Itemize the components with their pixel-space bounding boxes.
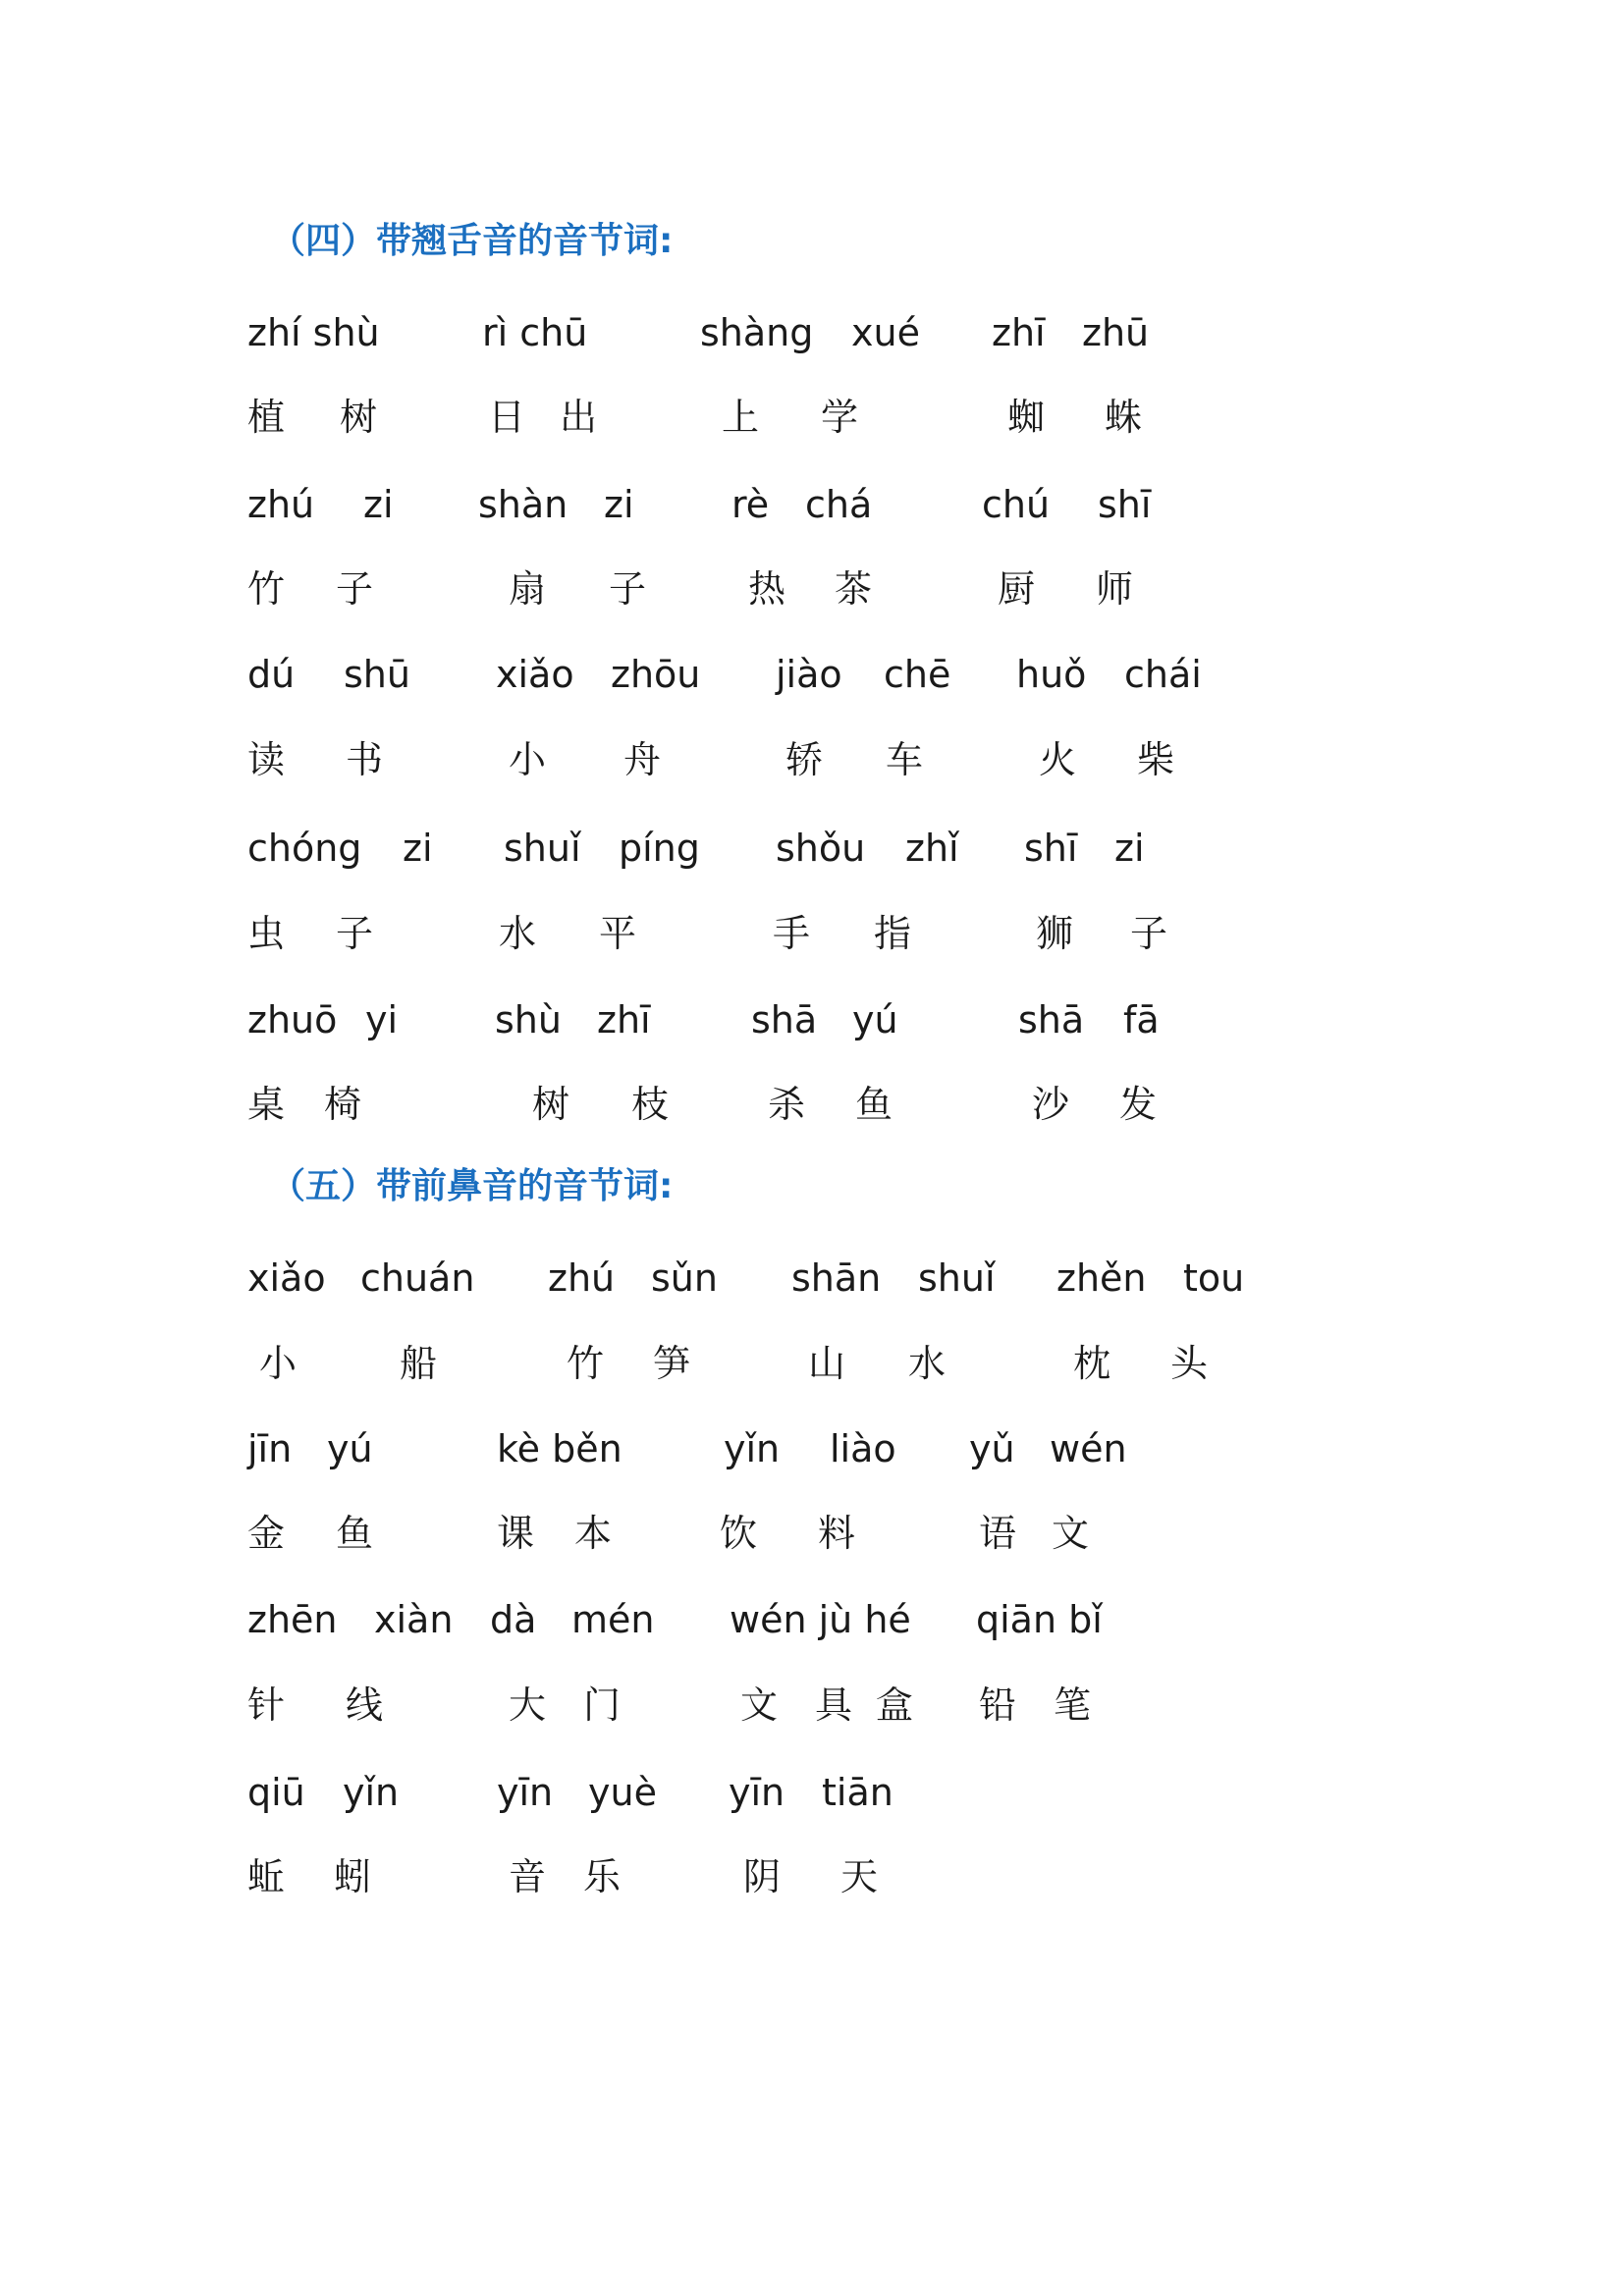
hanzi-character: 轿 — [785, 738, 824, 781]
pinyin-syllable: chóng — [247, 827, 362, 870]
pinyin-syllable: wén — [1050, 1427, 1127, 1470]
pinyin-syllable: xué — [851, 311, 920, 354]
hanzi-character: 舟 — [623, 738, 662, 781]
pinyin-syllable: chuán — [360, 1256, 475, 1300]
hanzi-character: 子 — [609, 567, 647, 611]
hanzi-character: 出 — [560, 396, 598, 439]
hanzi-character: 音 — [509, 1855, 547, 1898]
pinyin-syllable: chái — [1124, 653, 1202, 696]
hanzi-character: 读 — [247, 738, 286, 781]
pinyin-syllable: zhēn — [247, 1598, 338, 1641]
hanzi-character: 热 — [748, 567, 786, 611]
hanzi-character: 火 — [1039, 738, 1077, 781]
hanzi-character: 手 — [773, 912, 811, 955]
hanzi-character: 头 — [1170, 1342, 1209, 1385]
pinyin-syllable: huǒ — [1016, 653, 1087, 696]
pinyin-syllable: shū — [344, 653, 410, 696]
pinyin-syllable: jīn — [247, 1427, 293, 1470]
hanzi-character: 大 — [509, 1683, 547, 1727]
pinyin-syllable: chú — [982, 483, 1051, 526]
hanzi-character: 虫 — [247, 912, 286, 955]
pinyin-syllable: zhí shù — [247, 311, 380, 354]
pinyin-syllable: fā — [1123, 998, 1160, 1041]
hanzi-character: 枝 — [631, 1083, 670, 1126]
pinyin-syllable: shǒu — [776, 827, 866, 870]
pinyin-syllable: dà — [490, 1598, 537, 1641]
hanzi-character: 文 — [1052, 1512, 1090, 1555]
pinyin-syllable: zhū — [1082, 311, 1150, 354]
pinyin-syllable: zhǐ — [905, 827, 959, 870]
hanzi-character: 学 — [821, 396, 859, 439]
pinyin-syllable: shuǐ — [504, 827, 581, 870]
hanzi-character: 文 — [740, 1683, 779, 1727]
pinyin-syllable: zhī — [992, 311, 1046, 354]
hanzi-character: 扇 — [509, 567, 547, 611]
hanzi-character: 小 — [509, 738, 547, 781]
pinyin-syllable: yǔ — [969, 1427, 1015, 1470]
hanzi-character: 杀 — [768, 1083, 806, 1126]
pinyin-syllable: sǔn — [651, 1256, 718, 1300]
pinyin-syllable: zhú — [247, 483, 315, 526]
hanzi-character: 阴 — [743, 1855, 782, 1898]
hanzi-character: 料 — [818, 1512, 856, 1555]
hanzi-character: 笋 — [653, 1342, 691, 1385]
pinyin-syllable: xiàn — [374, 1598, 454, 1641]
pinyin-syllable: shān — [791, 1256, 882, 1300]
hanzi-character: 蚯 — [247, 1855, 286, 1898]
hanzi-character: 树 — [532, 1083, 570, 1126]
pinyin-syllable: shàn — [478, 483, 568, 526]
pinyin-syllable: zhī — [597, 998, 651, 1041]
pinyin-syllable: shā — [751, 998, 818, 1041]
pinyin-syllable: shù — [495, 998, 562, 1041]
pinyin-syllable: yú — [327, 1427, 373, 1470]
hanzi-character: 茶 — [835, 567, 873, 611]
hanzi-character: 日 — [488, 396, 526, 439]
hanzi-character: 鱼 — [855, 1083, 893, 1126]
hanzi-character: 水 — [499, 912, 537, 955]
hanzi-character: 金 — [247, 1512, 286, 1555]
hanzi-character: 课 — [497, 1512, 535, 1555]
pinyin-syllable: rè — [731, 483, 770, 526]
pinyin-syllable: píng — [619, 827, 700, 870]
pinyin-syllable: zhú — [548, 1256, 616, 1300]
hanzi-character: 蜘 — [1007, 396, 1046, 439]
hanzi-character: 沙 — [1032, 1083, 1070, 1126]
hanzi-character: 指 — [874, 912, 912, 955]
section-heading: （四）带翘舌音的音节词: — [270, 221, 674, 261]
hanzi-character: 语 — [979, 1512, 1017, 1555]
pinyin-syllable: zhuō — [247, 998, 338, 1041]
pinyin-syllable: zi — [403, 827, 433, 870]
pinyin-syllable: zhěn — [1056, 1256, 1147, 1300]
hanzi-character: 狮 — [1036, 912, 1074, 955]
hanzi-character: 发 — [1119, 1083, 1158, 1126]
hanzi-character: 子 — [1130, 912, 1168, 955]
hanzi-character: 乐 — [583, 1855, 622, 1898]
pinyin-syllable: yǐn — [343, 1771, 400, 1814]
hanzi-character: 山 — [808, 1342, 846, 1385]
hanzi-character: 铅 — [979, 1683, 1017, 1727]
pinyin-syllable: liào — [830, 1427, 896, 1470]
pinyin-syllable: shī — [1024, 827, 1078, 870]
pinyin-syllable: qiū — [247, 1771, 305, 1814]
hanzi-character: 桌 — [247, 1083, 286, 1126]
hanzi-character: 针 — [247, 1683, 286, 1727]
hanzi-character: 厨 — [998, 567, 1036, 611]
hanzi-character: 竹 — [567, 1342, 605, 1385]
pinyin-syllable: tiān — [822, 1771, 893, 1814]
hanzi-character: 上 — [722, 396, 760, 439]
pinyin-syllable: zhōu — [611, 653, 701, 696]
hanzi-character: 饮 — [720, 1512, 758, 1555]
hanzi-character: 竹 — [247, 567, 286, 611]
hanzi-character: 车 — [886, 738, 924, 781]
section-heading: （五）带前鼻音的音节词: — [270, 1166, 674, 1206]
pinyin-syllable: shī — [1098, 483, 1152, 526]
hanzi-character: 子 — [336, 912, 374, 955]
hanzi-character: 鱼 — [336, 1512, 374, 1555]
pinyin-syllable: chē — [884, 653, 951, 696]
hanzi-character: 具 — [815, 1683, 853, 1727]
pinyin-syllable: yi — [365, 998, 399, 1041]
hanzi-character: 椅 — [324, 1083, 362, 1126]
pinyin-syllable: wén jù hé — [730, 1598, 911, 1641]
hanzi-character: 师 — [1096, 567, 1134, 611]
hanzi-character: 蚓 — [334, 1855, 372, 1898]
pinyin-syllable: yīn — [729, 1771, 785, 1814]
pinyin-syllable: xiǎo — [247, 1256, 326, 1300]
hanzi-character: 盒 — [876, 1683, 914, 1727]
pinyin-syllable: chá — [805, 483, 873, 526]
pinyin-syllable: shuǐ — [918, 1256, 996, 1300]
hanzi-character: 门 — [583, 1683, 622, 1727]
pinyin-syllable: shàng — [700, 311, 814, 354]
pinyin-syllable: shā — [1018, 998, 1085, 1041]
hanzi-character: 书 — [346, 738, 384, 781]
hanzi-character: 本 — [574, 1512, 613, 1555]
pinyin-syllable: kè běn — [497, 1427, 623, 1470]
pinyin-syllable: yīn — [497, 1771, 554, 1814]
hanzi-character: 笔 — [1054, 1683, 1092, 1727]
pinyin-syllable: yǐn — [724, 1427, 781, 1470]
pinyin-syllable: mén — [571, 1598, 655, 1641]
hanzi-character: 船 — [400, 1342, 438, 1385]
hanzi-character: 子 — [336, 567, 374, 611]
hanzi-character: 柴 — [1137, 738, 1175, 781]
hanzi-character: 天 — [840, 1855, 879, 1898]
pinyin-syllable: qiān bǐ — [976, 1598, 1103, 1641]
pinyin-syllable: xiǎo — [496, 653, 574, 696]
pinyin-syllable: jiào — [776, 653, 842, 696]
pinyin-syllable: yuè — [588, 1771, 657, 1814]
pinyin-syllable: zi — [1114, 827, 1145, 870]
hanzi-character: 小 — [259, 1342, 298, 1385]
hanzi-character: 枕 — [1073, 1342, 1111, 1385]
pinyin-syllable: dú — [247, 653, 296, 696]
hanzi-character: 蛛 — [1105, 396, 1143, 439]
hanzi-character: 平 — [599, 912, 637, 955]
hanzi-character: 线 — [346, 1683, 384, 1727]
pinyin-syllable: zi — [363, 483, 394, 526]
hanzi-character: 植 — [247, 396, 286, 439]
hanzi-character: 水 — [908, 1342, 947, 1385]
hanzi-character: 树 — [340, 396, 378, 439]
pinyin-syllable: zi — [604, 483, 634, 526]
pinyin-syllable: yú — [852, 998, 898, 1041]
pinyin-syllable: rì chū — [482, 311, 588, 354]
pinyin-syllable: tou — [1183, 1256, 1245, 1300]
